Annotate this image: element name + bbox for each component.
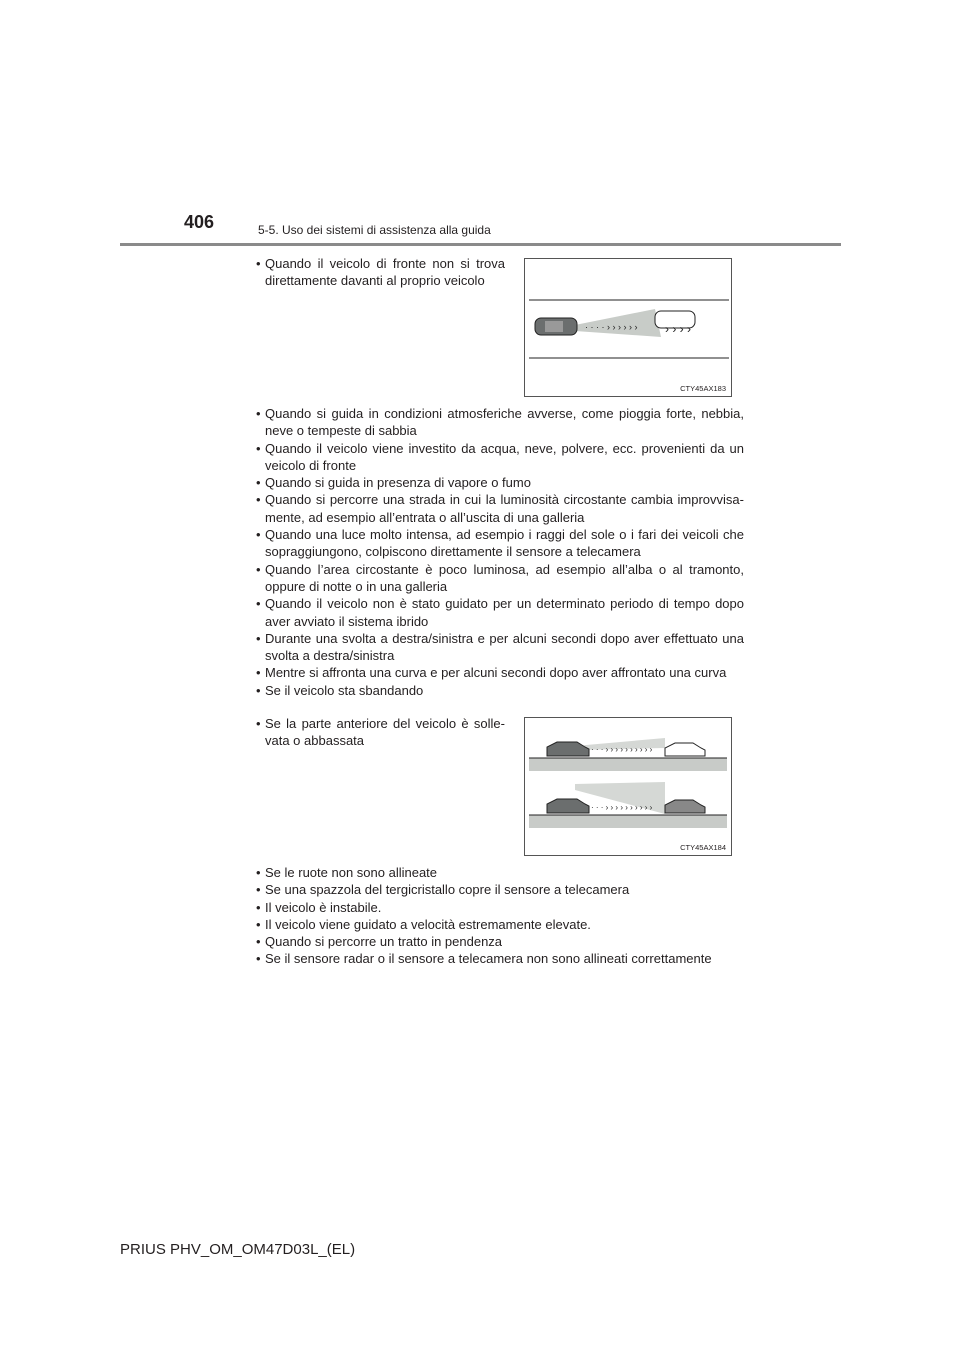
list-item: • Quando il veicolo non è stato guidato per un determinato periodo di tempo dopo aver avviato il sistema ibrido	[257, 595, 744, 630]
list-item: • Quando il veicolo di fronte non si trova direttamente davanti al proprio veicolo	[257, 255, 505, 290]
figure-offset-vehicle	[524, 258, 732, 397]
bullet-list-4	[257, 864, 744, 968]
list-item: • Quando l’area circostante è poco luminosa, ad esempio all’alba o al tramonto, oppure di notte o in una galleria	[257, 561, 744, 596]
list-item: • Quando una luce molto intensa, ad esempio i raggi del sole o i fari dei veicoli che sopraggiungono, colpiscono direttamente il sensore a telecamera	[257, 526, 744, 561]
list-item: • Se il sensore radar o il sensore a telecamera non sono allineati correttamente	[257, 950, 744, 967]
svg-text:· · · · › › › › › ›: · · · · › › › › › ›	[585, 322, 638, 332]
page-number: 406	[184, 212, 215, 232]
illustration-offset-vehicle	[525, 259, 731, 396]
bullet-list-1	[257, 255, 505, 290]
list-item: • Quando si percorre una strada in cui la luminosità circostante cambia improvvisamente, ad esempio all’entrata o all’uscita di una galleria	[257, 491, 744, 526]
figure-code: CTY45AX183	[680, 384, 726, 393]
bullet-list-3	[257, 715, 505, 750]
header-divider	[120, 243, 841, 246]
figure-raised-lowered-vehicle	[524, 717, 732, 856]
list-item: • Se il veicolo sta sbandando	[257, 682, 744, 699]
list-item: • Durante una svolta a destra/sinistra e per alcuni secondi dopo aver effettuato una svolta a destra/sinistra	[257, 630, 744, 665]
figure-code: CTY45AX184	[680, 843, 726, 852]
list-item: • Il veicolo è instabile.	[257, 899, 744, 916]
list-item: • Quando il veicolo viene investito da acqua, neve, polvere, ecc. provenienti da un veicolo di fronte	[257, 440, 744, 475]
list-item: • Il veicolo viene guidato a velocità estremamente elevate.	[257, 916, 744, 933]
svg-text:› › › ›: › › › ›	[665, 322, 691, 336]
bullet-list-2	[257, 405, 744, 699]
list-item: • Se la parte anteriore del veicolo è sollevata o abbassata	[257, 715, 505, 750]
section-title: 5-5. Uso dei sistemi di assistenza alla guida	[258, 223, 491, 237]
illustration-raised-lowered-vehicle	[525, 718, 731, 855]
list-item: • Se una spazzola del tergicristallo copre il sensore a telecamera	[257, 881, 744, 898]
list-item: • Quando si percorre un tratto in pendenza	[257, 933, 744, 950]
list-item: • Quando si guida in presenza di vapore o fumo	[257, 474, 744, 491]
list-item: • Mentre si affronta una curva e per alcuni secondi dopo aver affrontato una curva	[257, 664, 744, 681]
footer-manual-id: PRIUS PHV_OM_OM47D03L_(EL)	[120, 1241, 356, 1258]
list-item: • Se le ruote non sono allineate	[257, 864, 744, 881]
list-item: • Quando si guida in condizioni atmosferiche avverse, come pioggia forte, nebbia, neve o tempeste di sabbia	[257, 405, 744, 440]
svg-text:· · · › › › › › › › › › ›: · · · › › › › › › › › › ›	[591, 803, 653, 812]
svg-text:· · · › › › › › › › › › ›: · · · › › › › › › › › › ›	[591, 745, 653, 754]
